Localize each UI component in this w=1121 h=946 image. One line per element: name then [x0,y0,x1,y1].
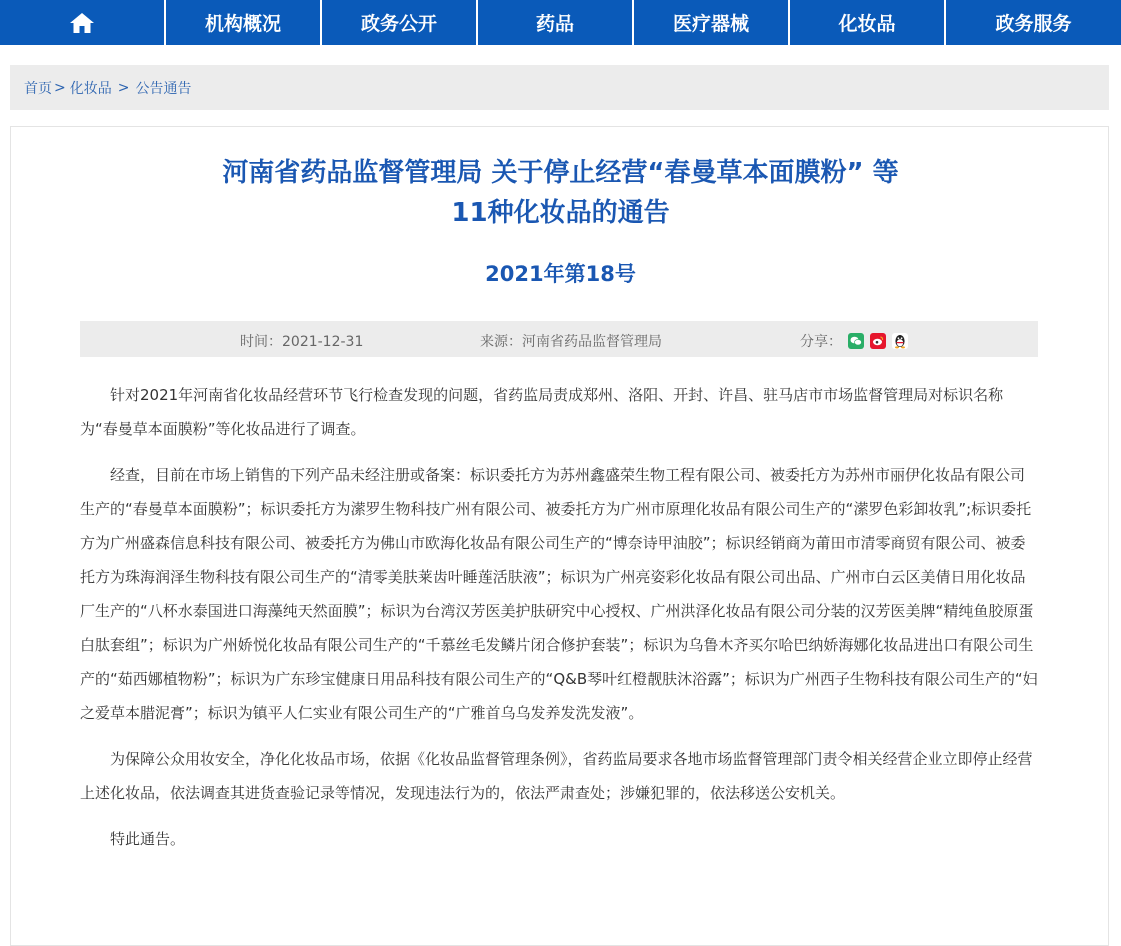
share-bar [800,331,908,351]
publish-time-label: 时间： [240,334,282,350]
nav-item-cosmetics[interactable]: 化妆品 [790,0,946,45]
weibo-share-icon[interactable] [870,333,886,349]
wechat-share-icon[interactable] [848,333,864,349]
nav-item-gov-services[interactable]: 政务服务 [995,13,1072,35]
article-number: 2021年第18号 [485,262,636,286]
share-label: 分享： [800,334,842,350]
publish-time-value: 2021-12-31 [282,334,364,350]
breadcrumb-cosmetics-link[interactable]: 化妆品 [69,80,112,97]
nav-item-medical-devices[interactable]: 医疗器械 [634,0,790,45]
article-paragraph: 为保障公众用妆安全，净化化妆品市场，依据《化妆品监督管理条例》，省药监局要求各地市场监督管理部门责令相关经营企业立即停止经营上述化妆品，依法调查其进货查验记录等情况，发现违法行为的，依法严肃查处；涉嫌犯罪的，依法移送公安机关。 [80,750,1033,802]
breadcrumb-notices-link[interactable]: 公告通告 [135,80,192,97]
article-paragraph: 针对2021年河南省化妆品经营环节飞行检查发现的问题，省药监局责成郑州、洛阳、开封、许昌、驻马店市市场监督管理局对标识名称为“春曼草本面膜粉”等化妆品进行了调查。 [80,386,1004,438]
article-title-line1: 河南省药品监督管理局 关于停止经营“春曼草本面膜粉” 等 [222,158,899,188]
article-paragraph: 特此通告。 [110,830,186,848]
article-body [80,378,1038,868]
home-icon [69,12,95,34]
article-source-value: 河南省药品监督管理局 [522,334,662,350]
breadcrumb-home-link[interactable]: 首页 [24,80,52,97]
article-source [480,331,662,351]
article-paragraph: 经查，目前在市场上销售的下列产品未经注册或备案：标识委托方为苏州鑫盛荣生物工程有限公司、被委托方为苏州市丽伊化妆品有限公司生产的“春曼草本面膜粉”；标识委托方为潆罗生物科技广州有限公司、被委托方为广州市原理化妆品有限公司生产的“潆罗色彩卸妆乳”;标识委托方为广州盛森信息科技有限公司、被委托方为佛山市欧海化妆品有限公司生产的“博奈诗甲油胶”；标识经销商为莆田市清零商贸有限公司、被委托方为珠海润泽生物科技有限公司生产的“清零美肤莱齿叶睡莲活肤液”；标识为广州亮姿彩化妆品有限公司出品、广州市白云区美倩日用化妆品厂生产的“八杯水泰国进口海藻纯天然面膜”；标识为台湾汉芳医美护肤研究中心授权、广州洪泽化妆品有限公司分装的汉芳医美牌“精纯鱼胶原蛋白肽套组”；标识为广州娇悦化妆品有限公司生产的“千慕丝毛发鳞片闭合修护套装”；标识为乌鲁木齐买尔哈巴纳娇海娜化妆品进出口有限公司生产的“茹西娜植物粉”；标识为广东珍宝健康日用品科技有限公司生产的“Q&B琴叶红橙靓肤沐浴露”；标识为广州西子生物科技有限公司生产的“妇之爱草本腊泥膏”；标识为镇平人仁实业有限公司生产的“广雅首乌乌发养发洗发液”。 [80,466,1038,722]
publish-time [240,331,363,351]
breadcrumb-separator: > [117,79,130,96]
breadcrumb [10,65,1109,110]
article-title-line2: 11种化妆品的通告 [451,198,670,228]
nav-item-drugs[interactable]: 药品 [478,0,634,45]
article-source-label: 来源： [480,334,522,350]
breadcrumb-separator: > [54,79,66,96]
nav-item-gov-affairs[interactable]: 政务公开 [322,0,478,45]
qq-share-icon[interactable] [892,333,908,349]
main-nav [0,0,1121,45]
article-title [0,153,1121,233]
article-meta-bar [80,321,1038,357]
nav-home[interactable] [0,0,166,45]
nav-item-about[interactable]: 机构概况 [166,0,322,45]
